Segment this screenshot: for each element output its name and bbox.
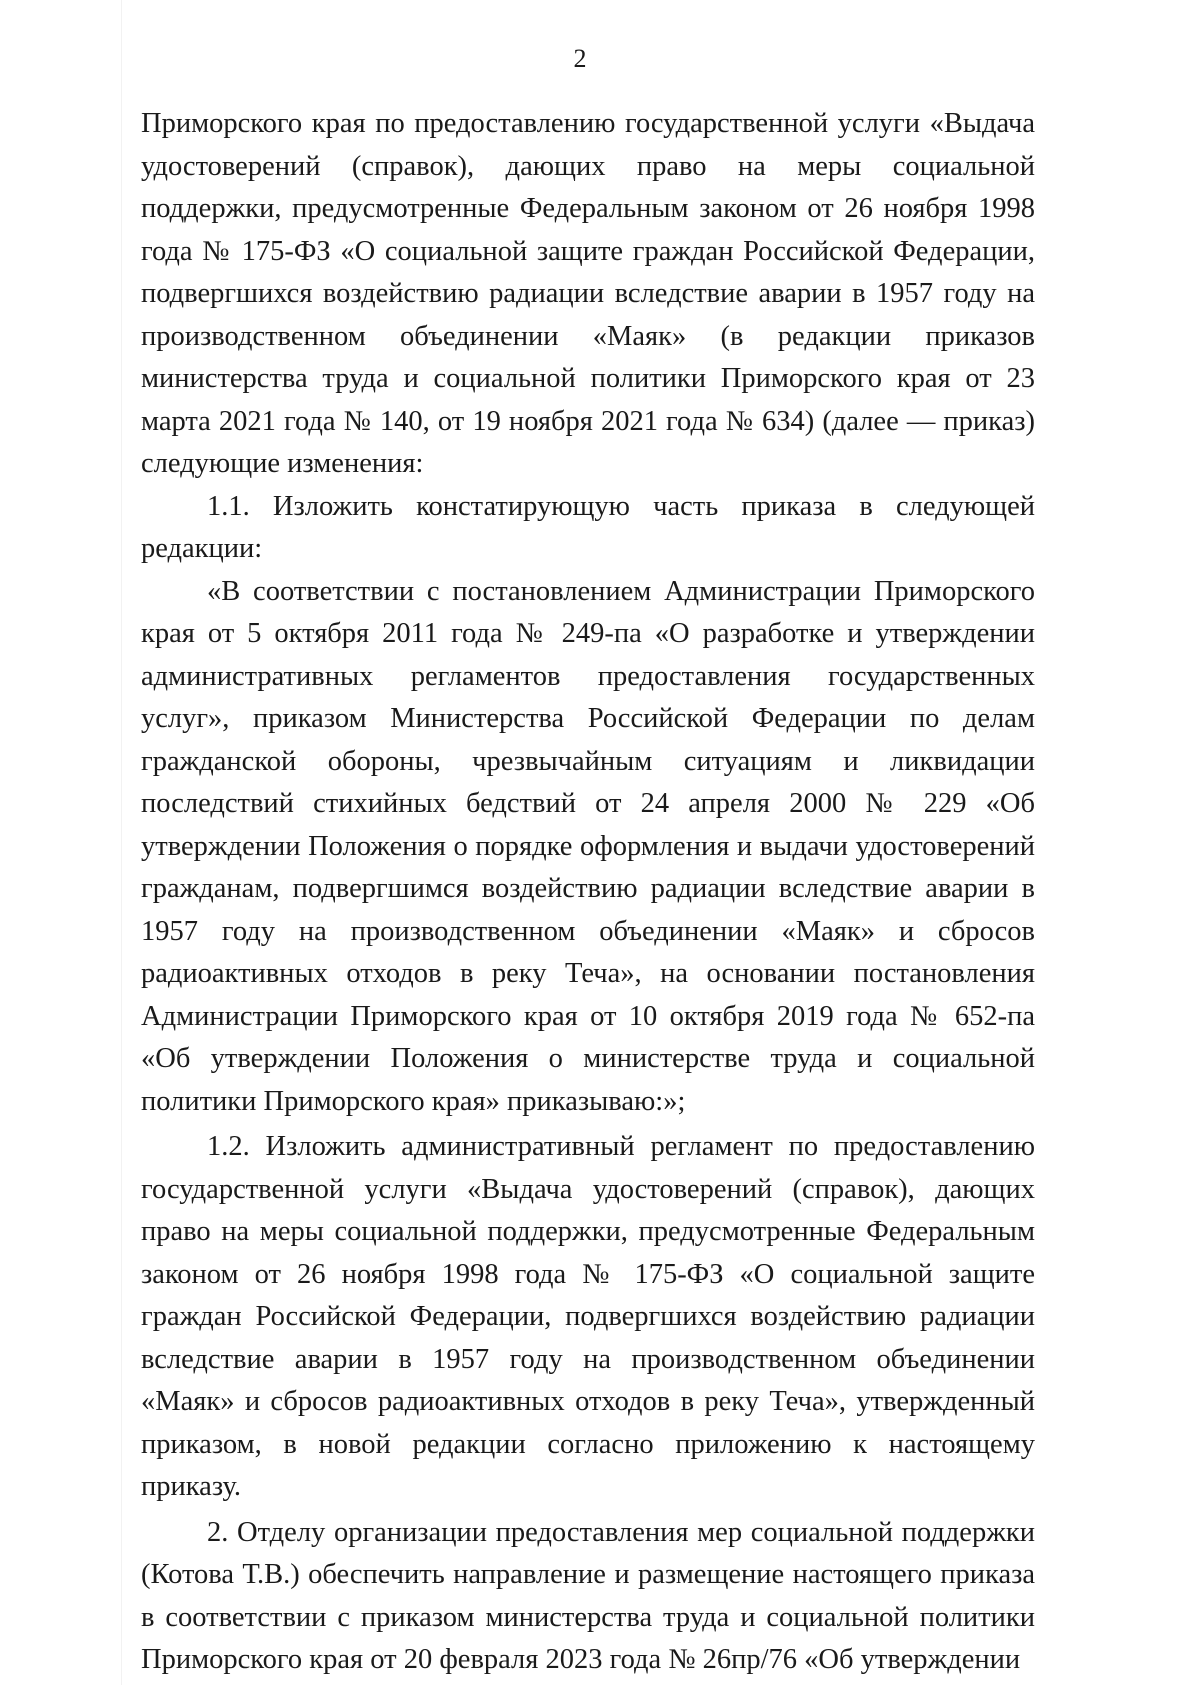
paragraph-quoted-preamble: «В соответствии с постановлением Администрации Приморского края от 5 октября 2011 года № 249-па «О разработке и утверждении административных регламентов предоставления государственных услуг», приказом Министерства Российской Федерации по делам гражданской обороны, чрезвычайным ситуациям и ликвидации последствий стихийных бедствий от 24 апреля 2000 № 229 «Об утверждении Положения о порядке оформления и выдачи удостоверений гражданам, подвергшимся воздействию радиации вследствие аварии в 1957 году на производственном объединении «Маяк» и сбросов радиоактивных отходов в реку Теча», на основании постановления Администрации Приморского края от 10 октября 2019 года № 652-па «Об утверждении Положения о министерстве труда и социальной политики Приморского края» приказываю:»; xyxy=(141,575,1035,1117)
paragraph-item-2: 2. Отделу организации предоставления мер социальной поддержки (Котова Т.В.) обеспечить направление и размещение настоящего приказа в соответствии с приказом министерства труда и социальной политики Приморского края от 20 февраля 2023 года № 26пр/76 «Об утверждении xyxy=(141,1516,1035,1675)
scan-edge-line xyxy=(121,0,122,1685)
paragraph-item-1-2: 1.2. Изложить административный регламент по предоставлению государственной услуги «Выдача удостоверений (справок), дающих право на меры социальной поддержки, предусмотренные Федеральным законом от 26 ноября 1998 года № 175-ФЗ «О социальной защите граждан Российской Федерации, подвергшихся воздействию радиации вследствие аварии в 1957 году на производственном объединении «Маяк» и сбросов радиоактивных отходов в реку Теча», утвержденный приказом, в новой редакции согласно приложению к настоящему приказу. xyxy=(141,1131,1035,1502)
document-body xyxy=(141,103,1035,1682)
paragraph-item-1-1: 1.1. Изложить констатирующую часть приказа в следующей редакции: xyxy=(141,490,1035,564)
page-number: 2 xyxy=(573,44,587,73)
paragraph-continuation: Приморского края по предоставлению государственной услуги «Выдача удостоверений (справок), дающих право на меры социальной поддержки, предусмотренные Федеральным законом от 26 ноября 1998 года № 175-ФЗ «О социальной защите граждан Российской Федерации, подвергшихся воздействию радиации вследствие аварии в 1957 году на производственном объединении «Маяк» (в редакции приказов министерства труда и социальной политики Приморского края от 23 марта 2021 года № 140, от 19 ноября 2021 года № 634) (далее — приказ) следующие изменения: xyxy=(141,108,1035,479)
